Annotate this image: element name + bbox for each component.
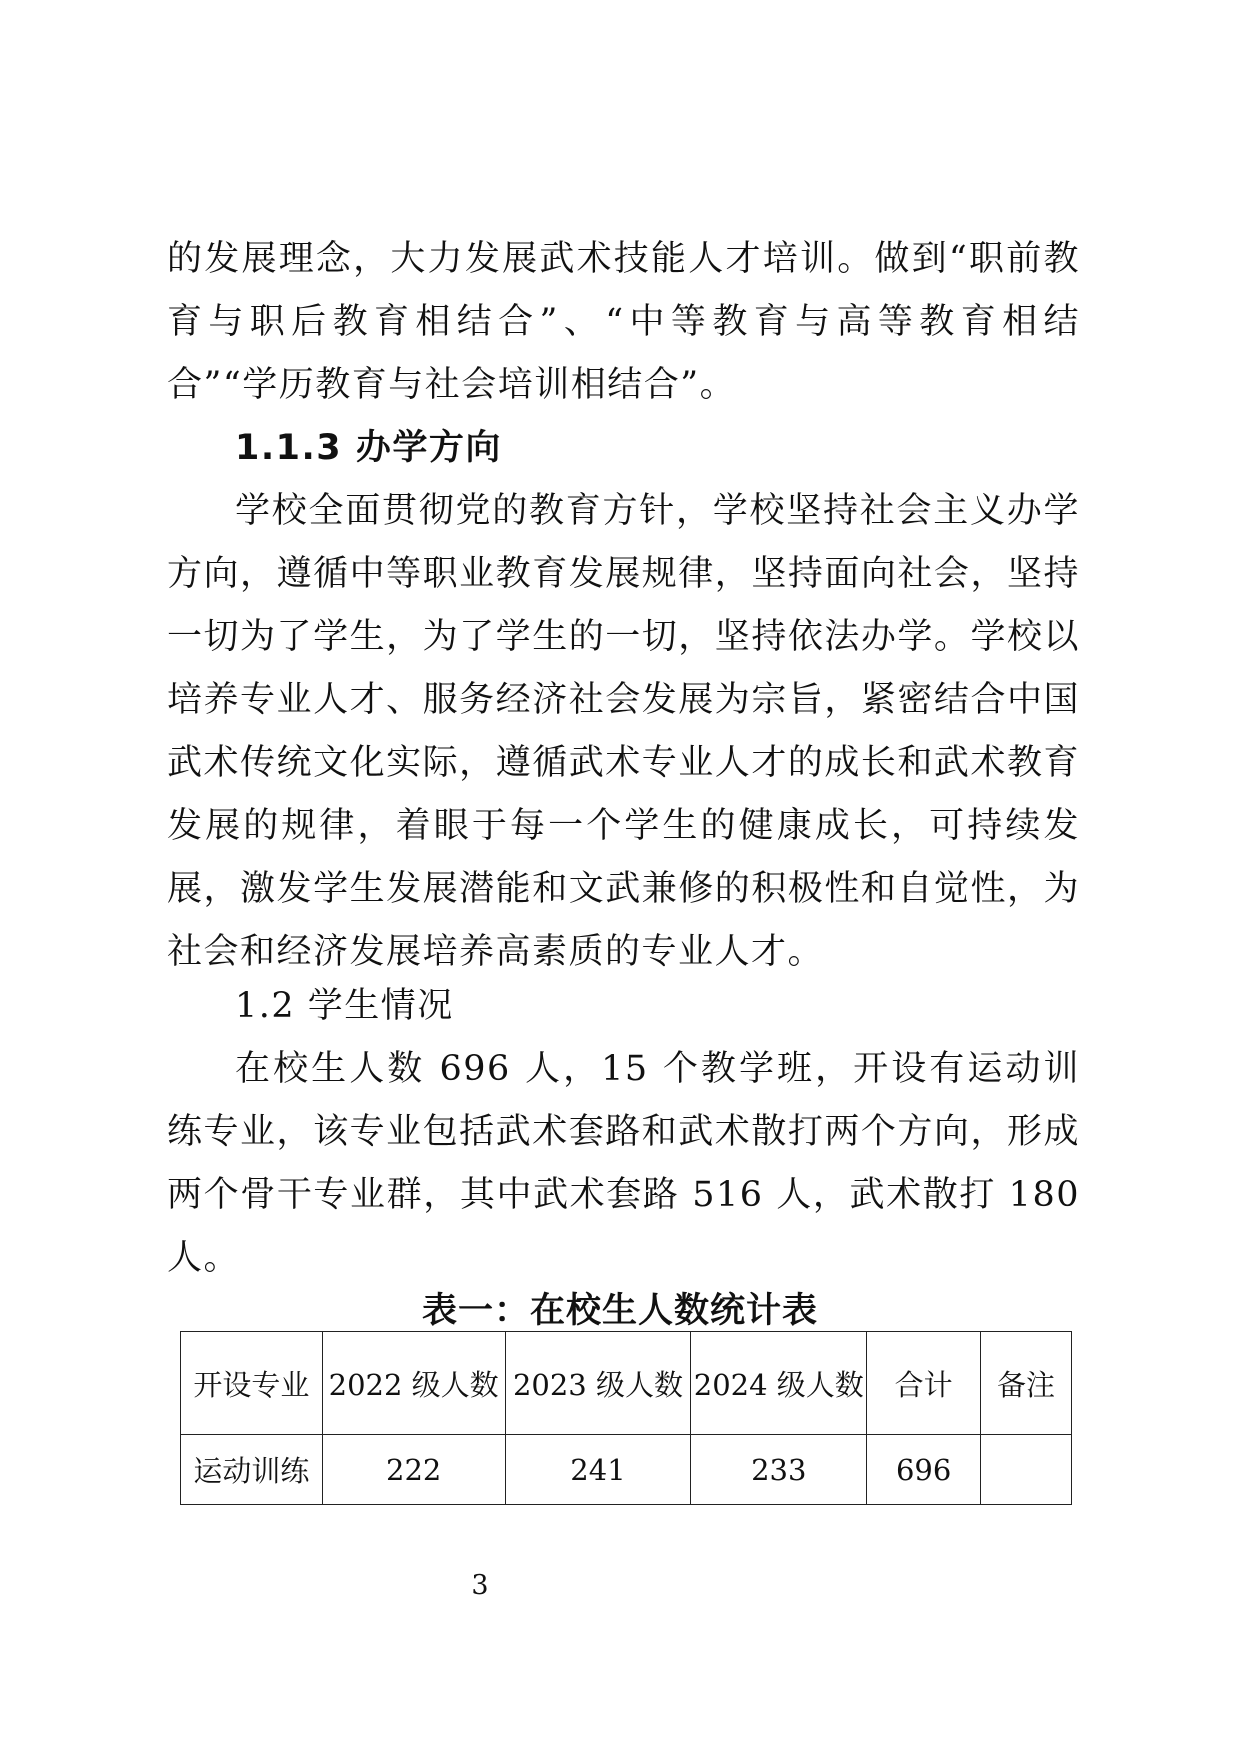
cell-2023: 241 bbox=[505, 1435, 691, 1505]
cell-2024: 233 bbox=[691, 1435, 867, 1505]
paragraph-continuation: 的发展理念，大力发展武术技能人才培训。做到“职前教育与职后教育相结合”、“中等教育与高等教育相结合”“学历教育与社会培训相结合”。 bbox=[167, 239, 1080, 405]
cell-2022: 222 bbox=[322, 1435, 505, 1505]
cell-remarks bbox=[981, 1435, 1072, 1505]
section-heading-1-1-3: 1.1.3 办学方向 bbox=[235, 428, 502, 468]
header-cell-2023: 2023 级人数 bbox=[505, 1332, 691, 1435]
table-title: 表一：在校生人数统计表 bbox=[421, 1291, 818, 1331]
table-header-row bbox=[181, 1332, 1072, 1435]
page-number: 3 bbox=[471, 1570, 489, 1601]
student-count-table bbox=[180, 1331, 1072, 1505]
paragraph-school-direction: 学校全面贯彻党的教育方针，学校坚持社会主义办学方向，遵循中等职业教育发展规律，坚持面向社会，坚持一切为了学生，为了学生的一切，坚持依法办学。学校以培养专业人才、服务经济社会发展为宗旨，紧密结合中国武术传统文化实际，遵循武术专业人才的成长和武术教育发展的规律，着眼于每一个学生的健康成长，可持续发展，激发学生发展潜能和文武兼修的积极性和自觉性，为社会和经济发展培养高素质的专业人才。 bbox=[167, 491, 1080, 972]
header-cell-remarks: 备注 bbox=[981, 1332, 1072, 1435]
section-heading-1-2: 1.2 学生情况 bbox=[235, 986, 454, 1026]
cell-major: 运动训练 bbox=[181, 1435, 323, 1505]
table-row bbox=[181, 1435, 1072, 1505]
header-cell-total: 合计 bbox=[867, 1332, 981, 1435]
header-cell-2024: 2024 级人数 bbox=[691, 1332, 867, 1435]
header-cell-2022: 2022 级人数 bbox=[322, 1332, 505, 1435]
paragraph-student-situation: 在校生人数 696 人，15 个教学班，开设有运动训练专业，该专业包括武术套路和武术散打两个方向，形成两个骨干专业群，其中武术套路 516 人，武术散打 180 人。 bbox=[167, 1049, 1080, 1278]
header-cell-major: 开设专业 bbox=[181, 1332, 323, 1435]
cell-total: 696 bbox=[867, 1435, 981, 1505]
